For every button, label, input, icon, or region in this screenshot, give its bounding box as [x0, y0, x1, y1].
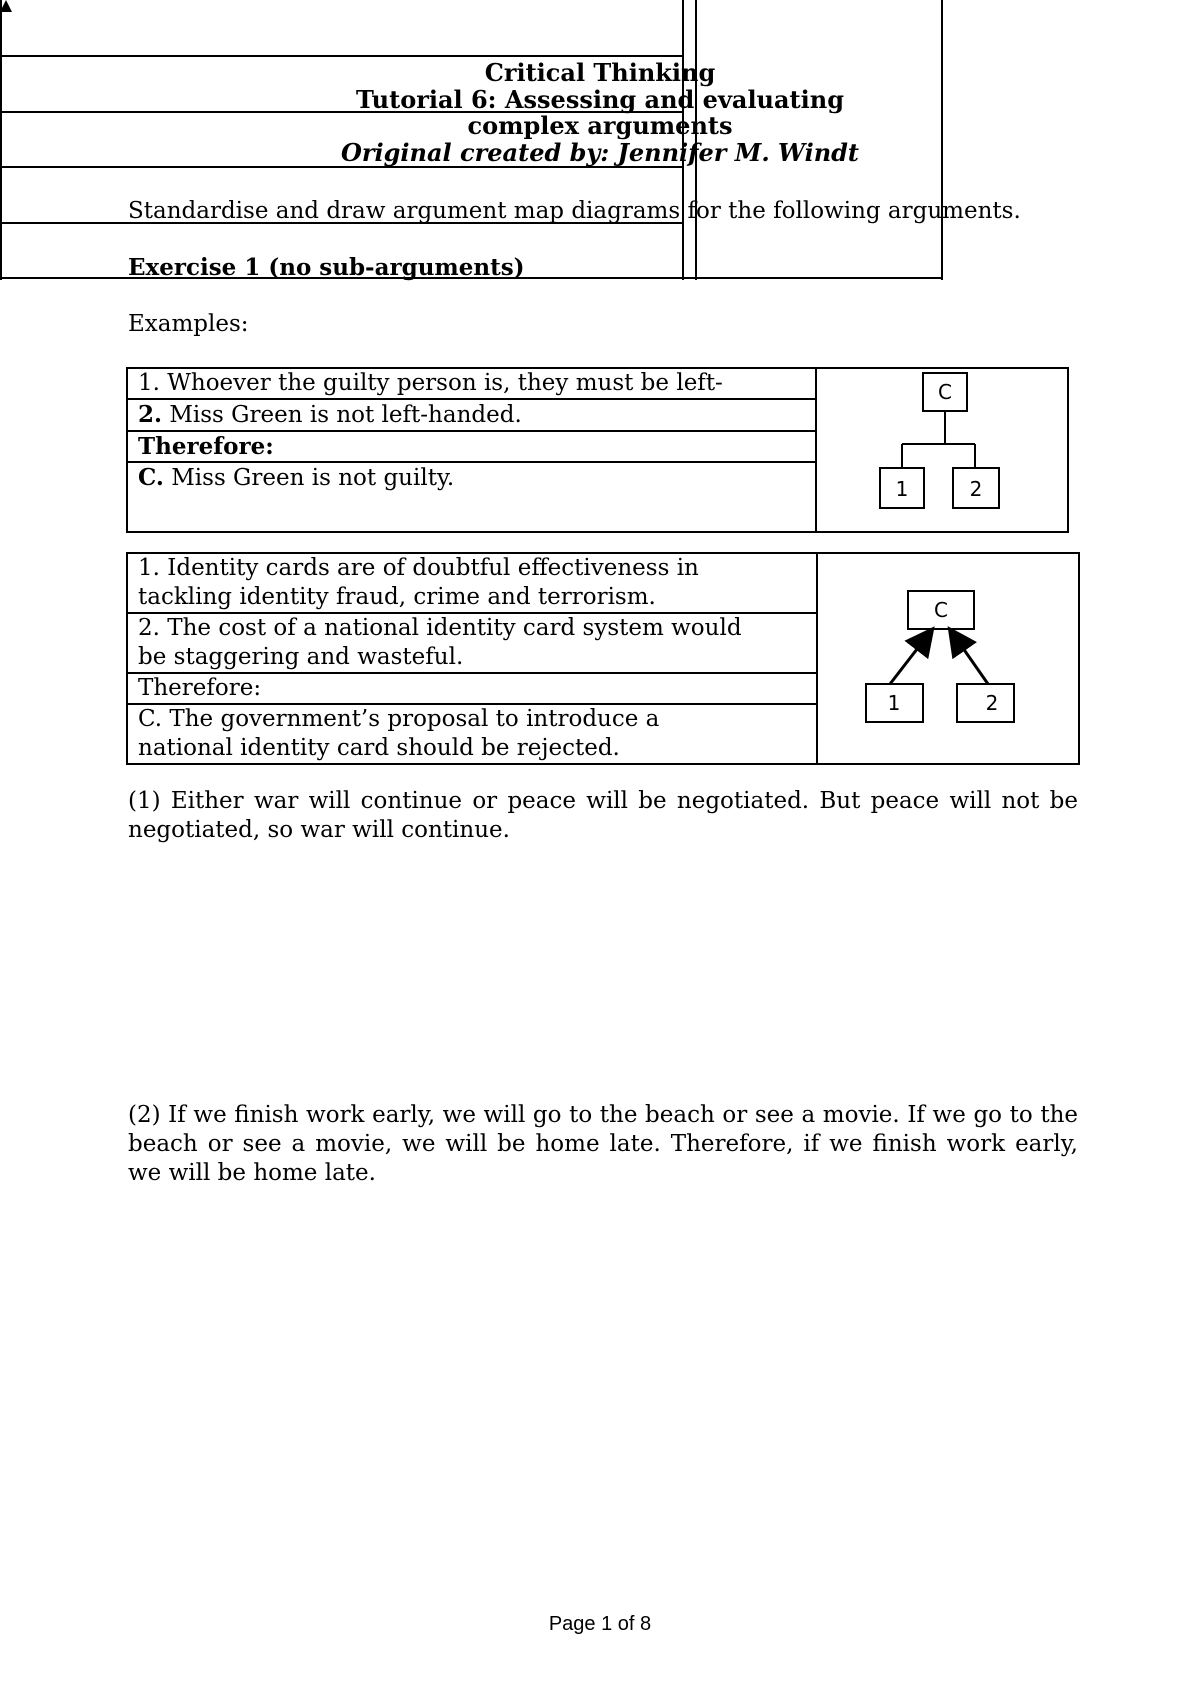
- question-2: (2) If we finish work early, we will go to the beach or see a movie. If we go to the beach or see a movie, we will be home late. Therefore, if we finish work early, we will be home late.: [128, 1102, 1078, 1186]
- conclusion-label: C: [938, 380, 952, 404]
- author-line: Original created by: Jennifer M. Windt: [340, 137, 860, 167]
- premise-2: 2. The cost of a national identity card system would be staggering and wasteful.: [127, 613, 817, 673]
- therefore-label: Therefore:: [127, 673, 817, 704]
- conclusion-text: C. Miss Green is not guilty.: [127, 462, 816, 532]
- therefore-label: Therefore:: [127, 431, 816, 462]
- tutorial-title: Tutorial 6: Assessing and evaluating: [356, 84, 844, 114]
- support-arrow-2: [951, 631, 988, 684]
- premise-1: 1. Whoever the guilty person is, they must be left-: [127, 368, 816, 399]
- title-block: [0, 60, 1200, 166]
- premise-1: 1. Identity cards are of doubtful effectiveness in tackling identity fraud, crime and terrorism.: [127, 553, 817, 613]
- examples-label: Examples:: [128, 311, 249, 337]
- question-1: (1) Either war will continue or peace will be negotiated. But peace will not be negotiated, so war will continue.: [128, 788, 1078, 843]
- tutorial-subtitle: complex arguments: [467, 111, 733, 140]
- instruction-text: Standardise and draw argument map diagrams for the following arguments.: [128, 198, 1021, 224]
- page-footer: Page 1 of 8: [548, 1613, 652, 1635]
- conclusion-label: C: [934, 598, 948, 622]
- example-table-1: [126, 367, 1069, 533]
- conclusion-text: C. The government’s proposal to introduce a national identity card should be rejected.: [127, 704, 817, 764]
- support-arrow-1: [890, 631, 931, 684]
- argument-map-1: [816, 368, 1068, 532]
- exercise-heading: Exercise 1 (no sub-arguments): [128, 254, 525, 281]
- premise-label-1: 1: [895, 477, 909, 501]
- argument-map-2: [817, 553, 1079, 764]
- premise-label-2: 2: [969, 477, 983, 501]
- premise-label-2: 2: [985, 691, 999, 715]
- premise-2: 2. Miss Green is not left-handed.: [127, 399, 816, 431]
- grid-line: [0, 55, 682, 57]
- example-table-2: [126, 552, 1080, 765]
- course-title: Critical Thinking: [484, 58, 716, 87]
- premise-label-1: 1: [887, 691, 901, 715]
